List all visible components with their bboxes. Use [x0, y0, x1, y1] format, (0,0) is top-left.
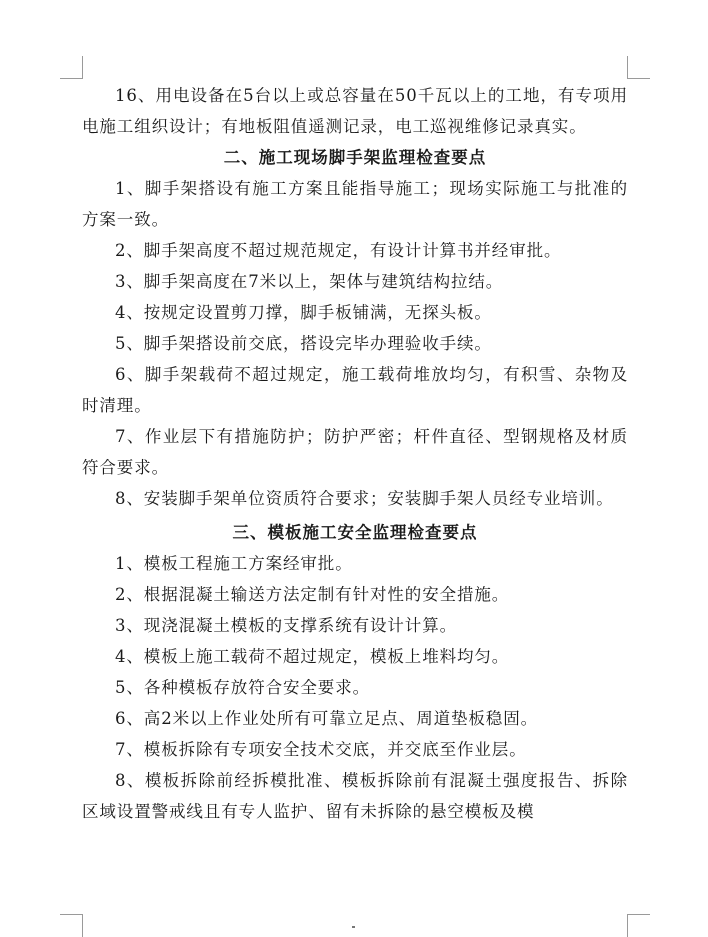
crop-mark-bottom-left	[60, 914, 83, 937]
section-3-item-1: 1、模板工程施工方案经审批。	[115, 554, 353, 573]
section-3-item-4: 4、模板上施工载荷不超过规定，模板上堆料均匀。	[115, 647, 510, 666]
section-3-item-8: 8、模板拆除前经拆模批准、模板拆除前有混凝土强度报告、拆除区域设置警戒线且有专人监护、留有未拆除的悬空模板及模	[82, 771, 628, 821]
document-body	[82, 80, 628, 827]
section-2-item-1: 1、脚手架搭设有施工方案且能指导施工；现场实际施工与批准的方案一致。	[82, 179, 628, 229]
section-3-item-2: 2、根据混凝土输送方法定制有针对性的安全措施。	[115, 585, 510, 604]
section-2-item-8: 8、安装脚手架单位资质符合要求；安装脚手架人员经专业培训。	[115, 489, 614, 508]
section-2-item-6: 6、脚手架载荷不超过规定，施工载荷堆放均匀，有积雪、杂物及时清理。	[82, 365, 628, 415]
section-2-item-7: 7、作业层下有措施防护；防护严密；杆件直径、型钢规格及材质符合要求。	[82, 427, 628, 477]
section-3-item-7: 7、模板拆除有专项安全技术交底，并交底至作业层。	[115, 740, 527, 759]
section-3-item-3: 3、现浇混凝土模板的支撑系统有设计计算。	[115, 616, 457, 635]
section-3-title: 三、模板施工安全监理检查要点	[232, 523, 478, 542]
section-3-item-5: 5、各种模板存放符合安全要求。	[115, 678, 370, 697]
section-2-title: 二、施工现场脚手架监理检查要点	[223, 148, 487, 167]
section-2-item-5: 5、脚手架搭设前交底，搭设完毕办理验收手续。	[115, 334, 492, 353]
page-footer-mark	[352, 926, 355, 928]
crop-mark-bottom-right	[627, 914, 650, 937]
section-2-item-4: 4、按规定设置剪刀撑，脚手板铺满，无探头板。	[115, 303, 492, 322]
crop-mark-top-left	[60, 56, 83, 79]
crop-mark-top-right	[627, 56, 650, 79]
section-2-item-3: 3、脚手架高度在7米以上，架体与建筑结构拉结。	[115, 272, 504, 291]
section-2-item-2: 2、脚手架高度不超过规范规定，有设计计算书并经审批。	[115, 241, 562, 260]
section-3-item-6: 6、高2米以上作业处所有可靠立足点、周道垫板稳固。	[115, 709, 538, 728]
paragraph-16: 16、用电设备在5台以上或总容量在50千瓦以上的工地，有专项用电施工组织设计；有地板阻值遥测记录，电工巡视维修记录真实。	[82, 86, 628, 136]
